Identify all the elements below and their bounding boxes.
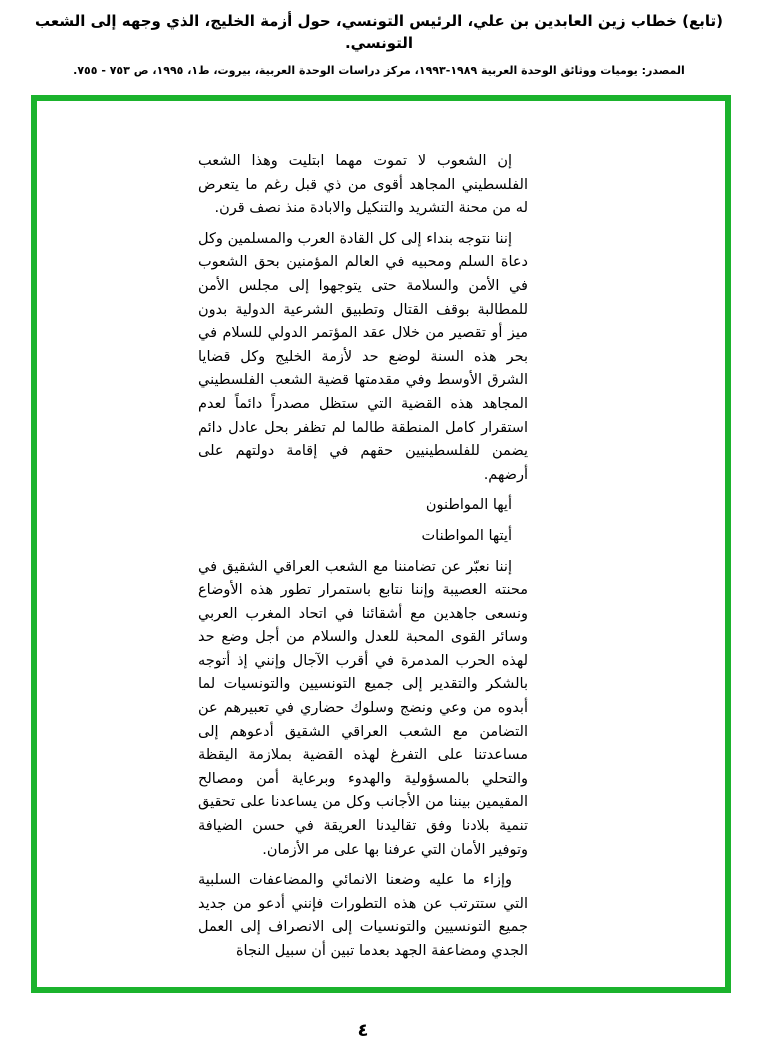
salutation-line: أيها المواطنون (425, 497, 512, 514)
paragraph: إن الشعوب لا تموت مهما ابتليت وهذا الشعب الفلسطيني المجاهد أقوى من ذي قبل رغم ما يتعرض له من محنة التشريد والتنكيل والابادة منذ نصف قرن. (198, 153, 528, 217)
page-title: (تابع) خطاب زين العابدين بن علي، الرئيس التونسي، حول أزمة الخليج، الذي وجهه إلى الشعب التونسي. (34, 12, 724, 52)
page-number: ٤ (357, 1020, 369, 1041)
source-line: المصدر: يوميات ووثائق الوحدة العربية ١٩٨٩-١٩٩٣، مركز دراسات الوحدة العربية، بيروت، ط١، ١٩٩٥، ص ٧٥٣ - ٧٥٥. (73, 64, 685, 77)
document-body (198, 150, 528, 971)
paragraph: إننا نعبّر عن تضامننا مع الشعب العراقي الشقيق في محنته العصيبة وإننا نتابع باستمرار تطور هذه الأوضاع ونسعى جاهدين مع أشقائنا في اتحاد المغرب العربي وسائر القوى المحبة للعدل والسلام من أجل وضع حد لهذه الحرب المدمرة في أقرب الآجال وإنني إذ أتوجه بالشكر والتقدير إلى جميع التونسيين والتونسيات لما أبدوه من وعي ونضج وسلوك حضاري في تعبيرهم عن التضامن مع الشعب العراقي الشقيق أدعوهم إلى مساعدتنا على التفرغ لهذه القضية بملازمة اليقظة والتحلي بالمسؤولية والهدوء وبرعاية أمن ومصالح المقيمين بيننا من الأجانب وكل من يساعدنا على تحقيق تنمية بلادنا وفق تقاليدنا العريقة في حسن الضيافة وتوفير الأمان التي عرفنا بها على مر الأزمان. (198, 558, 528, 858)
paragraph: وإزاء ما عليه وضعنا الانمائي والمضاعفات السلبية التي ستترتب عن هذه التطورات فإنني أدعو من جديد جميع التونسيين والتونسيات إلى الانصراف إلى العمل الجدي ومضاعفة الجهد بعدما تبين أن سبيل النجاة (198, 872, 528, 959)
salutation-line: أيتها المواطنات (421, 527, 512, 544)
page-header (20, 10, 738, 79)
paragraph: إننا نتوجه بنداء إلى كل القادة العرب والمسلمين وكل دعاة السلم ومحبيه في العالم المؤمنين بحق الشعوب في الأمن والسلامة حتى يتوجهوا إلى مجلس الأمن للمطالبة بوقف القتال وتطبيق الشرعية الدولية بدون ميز أو تقصير من خلال عقد المؤتمر الدولي للسلام في بحر هذه السنة لوضع حد لأزمة الخليج وكل قضايا الشرق الأوسط وفي مقدمتها قضية الشعب الفلسطيني المجاهد هذه القضية التي ستظل مصدراً دائماً لعدم استقرار كامل المنطقة طالما لم تظفر بحل عادل دائم يضمن للفلسطينيين حقهم في إقامة دولتهم على أرضهم. (198, 230, 528, 483)
